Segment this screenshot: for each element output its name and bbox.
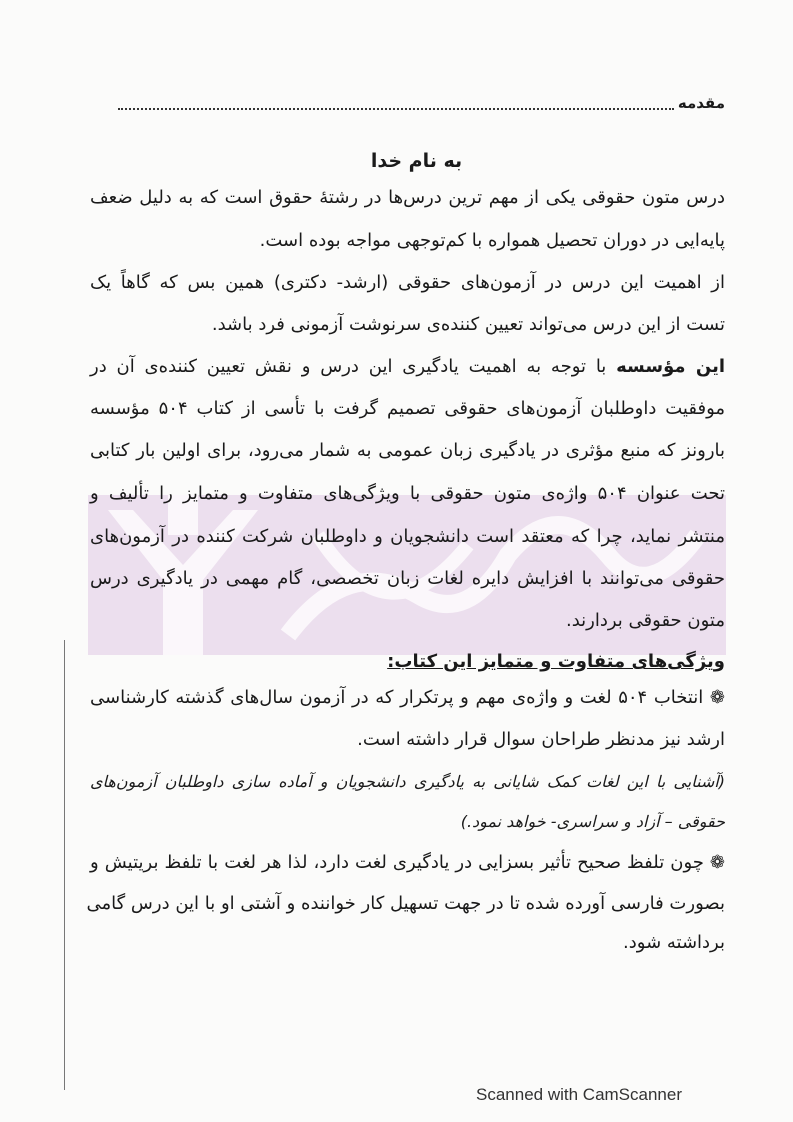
text-line: پایه‌ایی در دوران تحصیل همواره با کم‌توجهی مواجه بوده است. [259, 230, 725, 251]
text-line: تست از این درس می‌تواند تعیین کننده‌ی سرنوشت آزمونی فرد باشد. [211, 314, 725, 335]
text-line: از اهمیت این درس در آزمون‌های حقوقی (ارشد- دکتری) همین بس که گاهاً یک [90, 272, 725, 293]
bold-lead: این مؤسسه [616, 356, 725, 377]
running-header [118, 94, 725, 112]
text-line: تحت عنوان ۵۰۴ واژه‌ی متون حقوقی با ویژگی‌های متفاوت و متمایز را تألیف و [90, 483, 725, 504]
text-span: با توجه به اهمیت یادگیری این درس و نقش تعیین کننده‌ی آن در [90, 356, 617, 377]
section-name: مقدمه [677, 94, 725, 112]
text-line: بارونز که منبع مؤثری در یادگیری زبان عمومی به شمار می‌رود، برای اولین بار کتابی [90, 440, 725, 461]
text-line: حقوقی می‌توانند با افزایش دایره لغات زبان تخصصی، گام مهمی در یادگیری درس [90, 568, 725, 589]
scanner-watermark: Scanned with CamScanner [476, 1085, 683, 1104]
header-dots [118, 94, 674, 110]
page-title: به نام خدا [370, 150, 463, 172]
text-line [90, 355, 725, 379]
note-line: حقوقی – آزاد و سراسری- خواهد نمود.) [460, 812, 725, 831]
text-line: برداشته شود. [623, 932, 725, 953]
note-line: (آشنایی با این لغات کمک شایانی به یادگیری دانشجویان و آماده سازی داوطلبان آزمون‌های [90, 772, 725, 791]
text-line: ❁ انتخاب ۵۰۴ لغت و واژه‌ی مهم و پرتکرار که در آزمون سال‌های گذشته کارشناسی [90, 687, 725, 708]
text-line: موفقیت داوطلبان آزمون‌های حقوقی تصمیم گرفت با تأسی از کتاب ۵۰۴ مؤسسه [90, 398, 726, 419]
text-line: ❁ چون تلفظ صحیح تأثیر بسزایی در یادگیری لغت دارد، لذا هر لغت با تلفظ بریتیش و [90, 852, 725, 873]
text-line: منتشر نماید، چرا که معتقد است دانشجویان و داوطلبان شرکت کننده در آزمون‌های [90, 526, 725, 547]
text-line: متون حقوقی بردارند. [565, 610, 725, 631]
features-heading [0, 651, 725, 672]
scan-edge-line [64, 640, 65, 1090]
features-heading-text: ویژگی‌های متفاوت و متمایز این کتاب: [387, 651, 725, 672]
text-line: درس متون حقوقی یکی از مهم ترین درس‌ها در رشتهٔ حقوق است که به دلیل ضعف [90, 187, 725, 208]
text-line: ارشد نیز مدنظر طراحان سوال قرار داشته است. [357, 729, 725, 750]
text-line: بصورت فارسی آورده شده تا در جهت تسهیل کار خواننده و آشتی او با این درس گامی [86, 893, 725, 914]
